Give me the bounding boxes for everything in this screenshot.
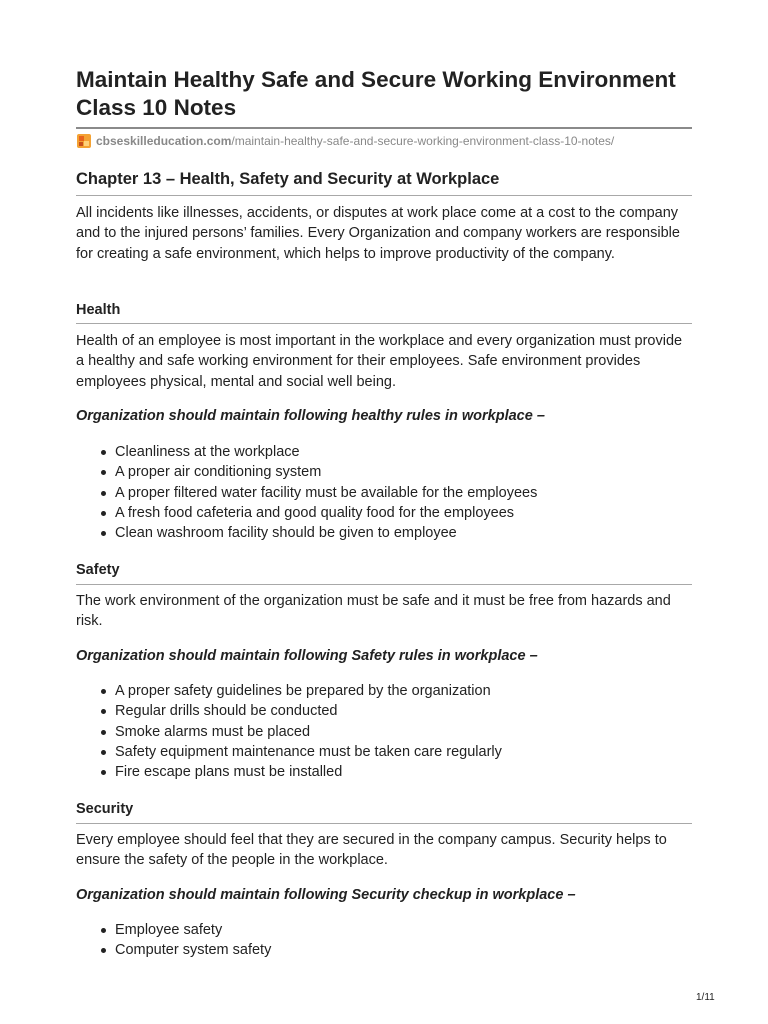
section-divider-security [76,823,692,824]
list-item: Clean washroom facility should be given to employee [115,523,731,543]
list-item: Fire escape plans must be installed [115,762,731,782]
list-item: A fresh food cafeteria and good quality food for the employees [115,503,731,523]
intro-paragraph: All incidents like illnesses, accidents, or disputes at work place come at a cost to the company and to the injured persons’ families. Every Organization and company workers are responsible for creating a safe environment, which helps to improve productivity of the company. [76,205,680,262]
list-item: A proper filtered water facility must be available for the employees [115,483,731,503]
section-body-safety: The work environment of the organization must be safe and it must be free from hazards and risk. [76,593,671,630]
document-title: Maintain Healthy Safe and Secure Working Environment Class 10 Notes [76,67,676,120]
chapter-heading: Chapter 13 – Health, Safety and Security at Workplace [76,170,500,188]
list-item: A proper safety guidelines be prepared by the organization [115,681,731,701]
list-item: Cleanliness at the workplace [115,442,731,462]
section-divider-safety [76,584,692,585]
section-heading-safety: Safety [76,562,120,578]
source-url[interactable] [76,132,614,150]
bullet-list-safety [76,681,731,782]
section-body-security: Every employee should feel that they are secured in the company campus. Security helps to ensure the safety of the people in the workplace. [76,832,667,869]
section-lead-health: Organization should maintain following healthy rules in workplace – [76,408,545,424]
section-heading-health: Health [76,302,121,318]
list-item: Regular drills should be conducted [115,701,731,721]
list-item: Safety equipment maintenance must be taken care regularly [115,742,731,762]
title-divider [76,127,692,129]
list-item: A proper air conditioning system [115,462,731,482]
section-lead-security: Organization should maintain following Security checkup in workplace – [76,887,576,903]
list-item: Employee safety [115,920,731,940]
section-divider-health [76,323,692,324]
list-item: Computer system safety [115,940,731,960]
section-body-health: Health of an employee is most important in the workplace and every organization must provide a healthy and safe working environment for their employees. Safe environment provides employees physical, mental and social well being. [76,333,683,390]
source-path: /maintain-healthy-safe-and-secure-working-environment-class-10-notes/ [231,134,615,148]
section-lead-safety: Organization should maintain following Safety rules in workplace – [76,648,538,664]
source-domain: cbseskilleducation.com [96,134,232,148]
chapter-divider [76,195,692,196]
bullet-list-security [76,920,731,961]
site-favicon-icon [76,133,92,149]
list-item: Smoke alarms must be placed [115,722,731,742]
section-heading-security: Security [76,801,134,817]
bullet-list-health [76,442,731,543]
page-number: 1/11 [696,992,715,1003]
